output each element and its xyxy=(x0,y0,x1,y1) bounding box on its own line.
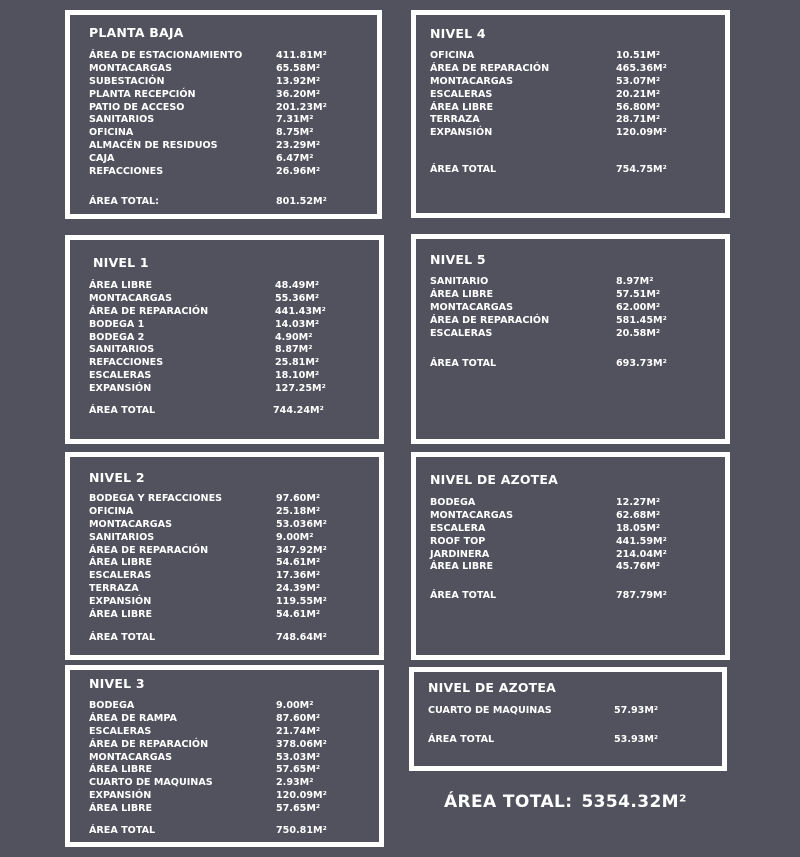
area-value: 57.65M² xyxy=(276,803,321,815)
panel-nivel-azotea-maquinas xyxy=(409,667,727,771)
area-value: 26.96M² xyxy=(276,166,321,178)
area-value: 48.49M² xyxy=(275,280,320,291)
area-label: ÁREA LIBRE xyxy=(89,609,153,621)
area-value: 97.60M² xyxy=(276,493,321,504)
area-value: 57.65M² xyxy=(276,764,321,776)
area-value: 18.10M² xyxy=(275,370,320,382)
panel-title: NIVEL 1 xyxy=(93,255,149,270)
area-label: TERRAZA xyxy=(430,114,480,126)
total-label: ÁREA TOTAL xyxy=(428,734,495,745)
total-value: 801.52M² xyxy=(276,196,327,207)
area-value: 8.75M² xyxy=(276,127,314,139)
area-label: ESCALERAS xyxy=(89,725,152,737)
area-value: 62.68M² xyxy=(616,509,661,521)
area-value: 201.23M² xyxy=(276,101,327,113)
area-value: 54.61M² xyxy=(276,557,321,569)
area-label: ESCALERAS xyxy=(430,327,493,339)
area-value: 6.47M² xyxy=(276,153,314,165)
area-label: CUARTO DE MAQUINAS xyxy=(428,705,552,716)
area-label: ÁREA DE REPARACIÓN xyxy=(430,314,550,326)
area-value: 21.74M² xyxy=(276,725,321,737)
area-label: MONTACARGAS xyxy=(430,301,514,313)
area-value: 57.93M² xyxy=(614,705,659,716)
area-label: MONTACARGAS xyxy=(89,62,173,74)
area-value: 17.36M² xyxy=(276,570,321,582)
total-label: ÁREA TOTAL xyxy=(89,405,156,416)
area-value: 8.97M² xyxy=(616,276,654,287)
area-label: BODEGA xyxy=(430,497,476,508)
area-label: ESCALERAS xyxy=(89,570,152,582)
total-line xyxy=(430,357,667,370)
total-value: 748.64M² xyxy=(276,632,327,643)
area-value: 4.90M² xyxy=(275,331,313,343)
total-line xyxy=(89,631,327,644)
area-label: ESCALERA xyxy=(430,522,486,534)
area-value: 347.92M² xyxy=(276,544,327,556)
total-line xyxy=(428,733,659,746)
area-label: EXPANSIÓN xyxy=(89,383,152,395)
grand-total-value: 5354.32M² xyxy=(581,792,687,812)
area-value: 13.92M² xyxy=(276,75,321,87)
total-label: ÁREA TOTAL xyxy=(89,632,156,643)
area-label: ÁREA LIBRE xyxy=(430,288,494,300)
area-label: ÁREA LIBRE xyxy=(89,280,153,291)
area-value: 45.76M² xyxy=(616,561,661,573)
panel-nivel-5 xyxy=(411,234,730,444)
area-value: 23.29M² xyxy=(276,140,321,152)
area-label: BODEGA Y REFACCIONES xyxy=(89,493,223,504)
panel-nivel-2 xyxy=(65,452,384,660)
area-label: MONTACARGAS xyxy=(89,518,173,530)
panel-title: NIVEL 5 xyxy=(430,252,486,267)
area-label: ÁREA LIBRE xyxy=(89,803,153,815)
area-label: ESCALERAS xyxy=(89,370,152,382)
area-label: ÁREA LIBRE xyxy=(89,557,153,569)
total-line xyxy=(89,195,327,208)
area-label: EXPANSIÓN xyxy=(89,596,152,608)
area-label: SANITARIO xyxy=(430,276,489,287)
area-label: CAJA xyxy=(89,153,115,165)
panel-planta-baja xyxy=(65,10,382,219)
area-value: 581.45M² xyxy=(616,314,667,326)
area-value: 53.07M² xyxy=(616,75,661,87)
area-value: 65.58M² xyxy=(276,62,321,74)
area-label: ALMACÉN DE RESIDUOS xyxy=(89,140,218,152)
panel-title: NIVEL 3 xyxy=(89,676,145,691)
area-value: 53.03M² xyxy=(276,751,321,763)
area-value: 7.31M² xyxy=(276,114,314,126)
area-label: OFICINA xyxy=(430,50,475,61)
area-value: 9.00M² xyxy=(276,531,314,543)
area-value: 57.51M² xyxy=(616,288,661,300)
panel-title: NIVEL 2 xyxy=(89,470,145,485)
area-label: MONTACARGAS xyxy=(89,751,173,763)
area-value: 120.09M² xyxy=(616,127,667,139)
area-label: ÁREA LIBRE xyxy=(89,764,153,776)
total-line xyxy=(430,589,667,602)
area-value: 14.03M² xyxy=(275,318,320,330)
area-label: ROOF TOP xyxy=(430,535,486,547)
area-value: 441.43M² xyxy=(275,305,326,317)
total-line xyxy=(430,163,667,176)
panel-nivel-1 xyxy=(65,235,384,444)
area-value: 25.81M² xyxy=(275,357,320,369)
area-label: SANITARIOS xyxy=(89,114,155,126)
area-label: PATIO DE ACCESO xyxy=(89,101,185,113)
area-value: 54.61M² xyxy=(276,609,321,621)
area-label: SANITARIOS xyxy=(89,531,155,543)
area-label: MONTACARGAS xyxy=(430,75,514,87)
area-label: ÁREA DE REPARACIÓN xyxy=(89,544,209,556)
area-value: 12.27M² xyxy=(616,497,661,508)
total-value: 744.24M² xyxy=(273,405,324,416)
panel-nivel-4 xyxy=(411,10,730,218)
area-label: SANITARIOS xyxy=(89,344,155,356)
area-label: ÁREA DE REPARACIÓN xyxy=(89,305,209,317)
area-label: REFACCIONES xyxy=(89,166,164,178)
area-label: ÁREA DE REPARACIÓN xyxy=(89,738,209,750)
area-value: 214.04M² xyxy=(616,548,667,560)
area-label: ÁREA LIBRE xyxy=(430,561,494,573)
area-label: OFICINA xyxy=(89,127,134,139)
area-value: 55.36M² xyxy=(275,292,320,304)
area-label: ÁREA DE REPARACIÓN xyxy=(430,62,550,74)
area-label: ÁREA DE RAMPA xyxy=(89,712,177,724)
area-value: 119.55M² xyxy=(276,596,327,608)
total-label: ÁREA TOTAL: xyxy=(89,196,160,207)
area-value: 24.39M² xyxy=(276,583,321,595)
area-value: 2.93M² xyxy=(276,777,314,789)
area-value: 36.20M² xyxy=(276,88,321,100)
area-label: BODEGA 2 xyxy=(89,331,145,343)
area-value: 378.06M² xyxy=(276,738,327,750)
grand-total xyxy=(444,792,687,812)
total-label: ÁREA TOTAL xyxy=(430,590,497,601)
area-value: 10.51M² xyxy=(616,50,661,61)
area-value: 18.05M² xyxy=(616,522,661,534)
area-value: 465.36M² xyxy=(616,62,667,74)
area-value: 120.09M² xyxy=(276,790,327,802)
area-value: 87.60M² xyxy=(276,712,321,724)
area-value: 8.87M² xyxy=(275,344,313,356)
area-value: 28.71M² xyxy=(616,114,661,126)
area-label: EXPANSIÓN xyxy=(430,127,493,139)
area-label: ÁREA LIBRE xyxy=(430,101,494,113)
panel-title: NIVEL 4 xyxy=(430,26,486,41)
area-label: BODEGA xyxy=(89,700,135,711)
total-value: 750.81M² xyxy=(276,825,327,836)
total-value: 693.73M² xyxy=(616,358,667,369)
area-label: ÁREA DE ESTACIONAMIENTO xyxy=(89,50,243,61)
area-label: OFICINA xyxy=(89,505,134,517)
area-value: 62.00M² xyxy=(616,301,661,313)
panel-title: PLANTA BAJA xyxy=(89,25,184,40)
total-line xyxy=(89,404,324,417)
total-value: 53.93M² xyxy=(614,734,659,745)
area-label: JARDINERA xyxy=(430,548,490,560)
total-label: ÁREA TOTAL xyxy=(430,358,497,369)
area-label: CUARTO DE MAQUINAS xyxy=(89,777,213,789)
area-value: 56.80M² xyxy=(616,101,661,113)
total-value: 787.79M² xyxy=(616,590,667,601)
area-label: MONTACARGAS xyxy=(89,292,173,304)
total-label: ÁREA TOTAL xyxy=(89,825,156,836)
area-label: EXPANSIÓN xyxy=(89,790,152,802)
area-label: BODEGA 1 xyxy=(89,318,145,330)
total-label: ÁREA TOTAL xyxy=(430,164,497,175)
panel-title: NIVEL DE AZOTEA xyxy=(428,680,557,695)
total-value: 754.75M² xyxy=(616,164,667,175)
panel-nivel-azotea xyxy=(411,452,730,660)
grand-total-label: ÁREA TOTAL: xyxy=(444,792,573,812)
area-value: 25.18M² xyxy=(276,505,321,517)
area-value: 411.81M² xyxy=(276,50,327,61)
area-label: REFACCIONES xyxy=(89,357,164,369)
area-value: 9.00M² xyxy=(276,700,314,711)
area-value: 127.25M² xyxy=(275,383,326,395)
total-line xyxy=(89,824,327,837)
area-value: 53.036M² xyxy=(276,518,327,530)
area-label: PLANTA RECEPCIÓN xyxy=(89,88,196,100)
area-label: SUBESTACIÓN xyxy=(89,75,165,87)
area-value: 20.58M² xyxy=(616,327,661,339)
area-value: 441.59M² xyxy=(616,535,667,547)
panel-title: NIVEL DE AZOTEA xyxy=(430,472,559,487)
panel-nivel-3 xyxy=(65,665,384,847)
area-label: TERRAZA xyxy=(89,583,139,595)
area-value: 20.21M² xyxy=(616,88,661,100)
area-label: MONTACARGAS xyxy=(430,509,514,521)
area-label: ESCALERAS xyxy=(430,88,493,100)
